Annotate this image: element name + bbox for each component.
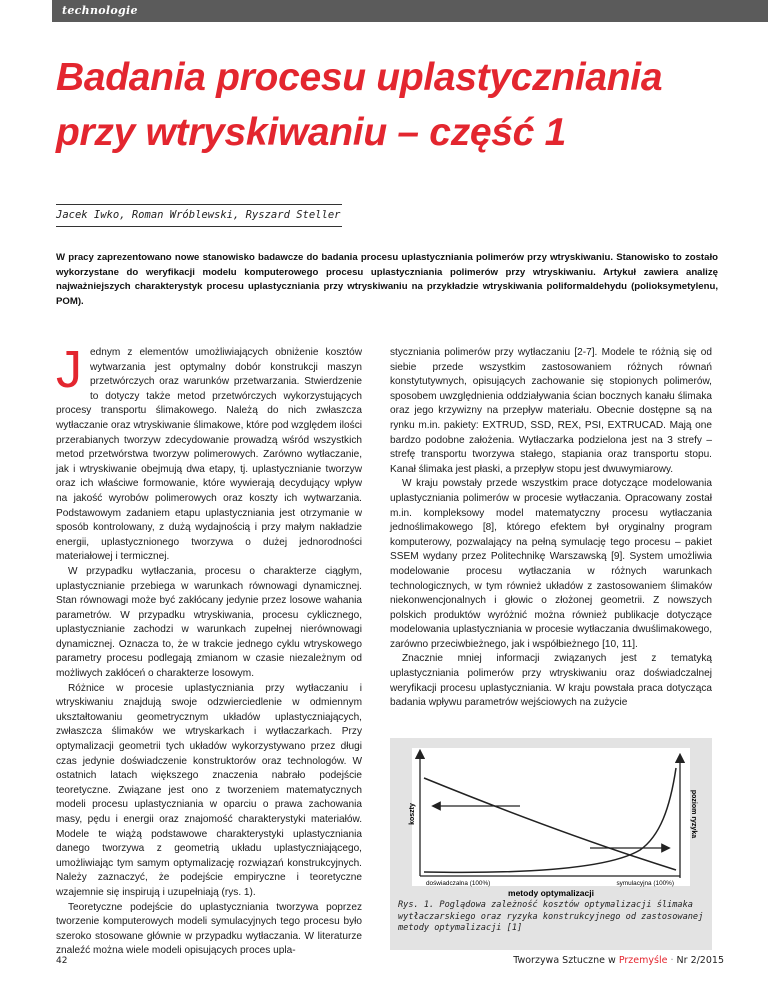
tick-right: symulacyjna (100%) <box>616 880 674 887</box>
drop-cap: J <box>56 341 82 399</box>
authors-rule-bottom <box>56 226 342 227</box>
title-line-2: przy wtryskiwaniu – część 1 <box>56 111 566 154</box>
journal-footer <box>513 955 724 966</box>
body-paragraph: Znacznie mniej informacji związanych jest z tematyką uplastyczniania polimerów przy wtryskiwaniu oraz doświadczalnej weryfikacji procesu uplastyczniania. W kraju powstała praca dotycząca badania wpływu parametrów wejściowych na zużycie <box>390 653 712 709</box>
ylabel-right: poziom ryzyka <box>690 789 697 839</box>
lead-paragraph: W pracy zaprezentowano nowe stanowisko badawcze do badania procesu uplastyczniania polimerów przy wtryskiwaniu. Stanowisko to zostało wykorzystane do weryfikacji modelu komputerowego procesu uplastyczniania polimerów przy wtryskiwaniu. Artykuł zawiera analizę najważniejszych charakterystyk procesu uplastyczniania przy wtryskiwaniu na przykładzie wtryskiwania poliformaldehydu (polioksymetylenu, POM). <box>56 252 718 307</box>
paragraph-text: ednym z elementów umożliwiających obniżenie kosztów wytwarzania jest optymalny dobór konstrukcji maszyn przetwórczych oraz warunków przetwarzania. Stwierdzenie to dotyczy także metod przetwórczych wykorzystujących procesy transportu ślimakowego. Należą do nich zwłaszcza wytłaczanie oraz wtryskiwanie ślimakowe, które pod względem ilości przerabianych tworzyw zdecydowanie prowadzą wśród wszystkich metod przetwórstwa tworzyw polimerowych. Zarówno wytłaczanie, jak i wtryskiwanie obejmują dwa etapy, tj. uplastycznianie tworzyw oraz ich właściwe formowanie, które wywierają decydujący wpływ na jakość wyrobów polimerowych oraz koszty ich wytwarzania. Podstawowym zadaniem etapu uplastyczniania jest otrzymanie w sposób kontrolowany, z dużą wydajnością i przy małym nakładzie energii, uplastycznionego tworzywa o dużej jednorodności materiałowej i termicznej. <box>56 347 362 563</box>
body-paragraph: W przypadku wytłaczania, procesu o charakterze ciągłym, uplastycznianie przebiega w warunkach równowagi dynamicznej. Stan równowagi może być zakłócany jedynie przez losowe wahania parametrów. W przypadku wtryskiwania, procesu cyklicznego, uplastycznianie zachodzi w warunkach zupełnej nierównowagi dynamicznej. Oznacza to, że w trakcie jednego cyklu wtryskowego parametry procesu podlegają zmianom w czasie niezależnym od możliwych zakłóceń o charakterze losowym. <box>56 565 362 680</box>
journal-name-part1: Tworzywa Sztuczne w <box>513 955 619 966</box>
page-number: 42 <box>56 956 68 966</box>
xlabel: metody optymalizacji <box>508 888 594 898</box>
footer-separator: · <box>670 955 674 966</box>
article-title <box>56 50 736 160</box>
plot-area <box>412 748 690 886</box>
column-right <box>390 346 712 711</box>
body-paragraph: Teoretyczne podejście do uplastyczniania tworzywa poprzez tworzenie komputerowych modeli symulacyjnych tego procesu było szeroko stosowane głównie w przypadku wytłaczania. W literaturze znaleźć można wiele modeli opisujących proces upla- <box>56 901 362 957</box>
body-paragraph: styczniania polimerów przy wytłaczaniu [2-7]. Modele te różnią się od siebie przede wszystkim zastosowaniem różnych równań konstytutywnych, opisujących zachowanie się stopionych polimerów, sposobem uwzględnienia oddziaływania ścian bocznych kanału ślimaka oraz jego krzywizny na przepływ materiału. Obecnie dostępne są na rynku m.in. pakiety: EXTRUD, SSD, REX, PSI, EXTRUCAD. Mają one bardzo podobne założenia. Wytłaczarka podzielona jest na 3 strefy – strefę transportu tworzywa stałego, stapiania oraz transportu stopu. Kanał ślimaka jest płaski, a przepływ stopu jest dwuwymiarowy. <box>390 347 712 475</box>
column-left <box>56 341 362 959</box>
authors: Jacek Iwko, Roman Wróblewski, Ryszard Steller <box>56 209 341 221</box>
body-paragraph: Różnice w procesie uplastyczniania przy wytłaczaniu i wtryskiwaniu znajdują swoje odzwierciedlenie w odmiennym ukształtowaniu geometrycznym układów uplastyczniających, zwłaszcza ślimaków we wtryskarkach i wytłaczarkach. Przy optymalizacji geometrii tych układów wykorzystywano przez długi czas jedynie doświadczenie konstruktorów oraz technologów. W ostatnich latach większego znaczenia nabrało podejście teoretyczne. Związane jest ono z tworzeniem matematycznych modeli procesu uplastyczniania w oparciu o prawa zachowania masy, pędu i energii oraz znajomość charakterystyki materiałów. Modele te wiążą podstawowe charakterystyki uplastyczniania danego tworzywa z geometrią układu uplastyczniającego, umożliwiając tym samym optymalizację rozwiązań konstrukcyjnych. Należy zaznaczyć, że podejście empiryczne i teoretyczne wzajemnie się inspirują i uzupełniają (rys. 1). <box>56 682 362 898</box>
journal-name-part2: Przemyśle <box>618 955 668 966</box>
section-tag <box>52 0 768 22</box>
tick-left: doświadczalna (100%) <box>426 880 491 887</box>
body-paragraph <box>56 341 362 565</box>
body-paragraph: W kraju powstały przede wszystkim prace dotyczące modelowania uplastyczniania polimerów w procesie wytłaczania. Opracowany został m.in. kompleksowy model matematyczny procesu wytłaczania jednoślimakowego [8], którego efektem był oryginalny program komputerowy, pozwalający na pełną symulację tego procesu – pakiet SSEM wydany przez Politechnikę Warszawską [9]. System umożliwia modelowanie procesu wytłaczania w różnych warunkach technologicznych, w tym również układów z zastosowaniem ślimaków niekonwencjonalnych i głowic o złożonej geometrii. Z nowszych polskich produktów wyróżnić można również publikacje dotyczące modelowania uplastyczniania w procesie wytłaczania dwuślimakowego, zarówno przeciwbieżnego, jak i współbieżnego [10, 11]. <box>390 478 712 650</box>
figure-diagram <box>390 738 712 898</box>
issue-number: Nr 2/2015 <box>676 955 724 966</box>
ylabel-left: koszty <box>409 803 416 825</box>
title-line-1: Badania procesu uplastyczniania <box>56 56 663 99</box>
figure-caption: Rys. 1. Poglądowa zależność kosztów optymalizacji ślimaka wytłaczarskiego oraz ryzyka konstrukcyjnego od zastosowanej metody optymalizacji [1] <box>398 900 704 934</box>
section-label: technologie <box>62 4 138 17</box>
authors-rule-top <box>56 204 342 205</box>
